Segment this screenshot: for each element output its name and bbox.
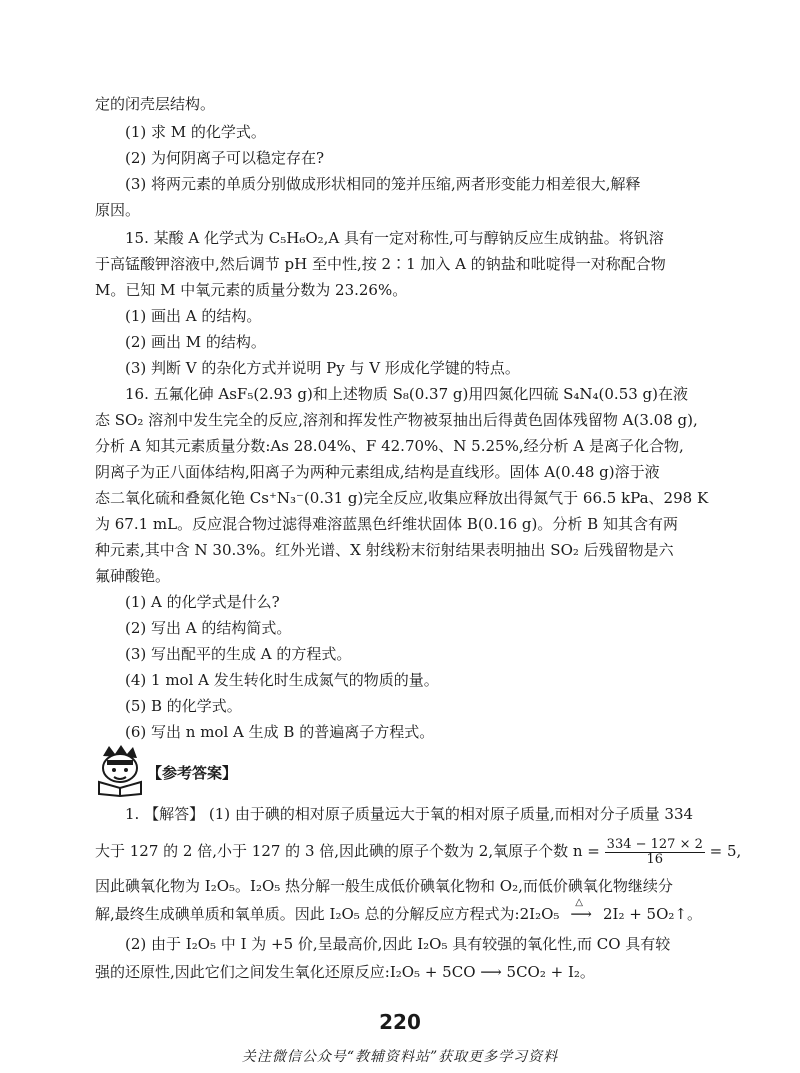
answer-line (95, 834, 742, 868)
question-item: (2) 写出 A 的结构简式。 (125, 619, 292, 637)
text-line: 态 SO₂ 溶剂中发生完全的反应,溶剂和挥发性产物被泵抽出后得黄色固体残留物 A(3.08 g), (95, 411, 698, 429)
text-line: 分析 A 知其元素质量分数:As 28.04%、F 42.70%、N 5.25%,经分析 A 是离子化合物, (95, 437, 684, 455)
question-item: (3) 将两元素的单质分别做成形状相同的笼并压缩,两者形变能力相差很大,解释 (125, 175, 641, 193)
heat-arrow: △ ⟶ (564, 904, 598, 924)
answer-line: 1. 【解答】 (1) 由于碘的相对原子质量远大于氧的相对原子质量,而相对分子质量 334 (125, 805, 694, 823)
answer-text: = 5, (709, 842, 742, 860)
text-line: 原因。 (95, 201, 141, 219)
text-line: 阴离子为正八面体结构,阳离子为两种元素组成,结构是直线形。固体 A(0.48 g)溶于液 (95, 463, 660, 481)
text-line: M。已知 M 中氧元素的质量分数为 23.26%。 (95, 281, 408, 299)
answer-line: 强的还原性,因此它们之间发生氧化还原反应:I₂O₅ + 5CO ⟶ 5CO₂ + I₂。 (95, 963, 595, 981)
text-line: 种元素,其中含 N 30.3%。红外光谱、X 射线粉末衍射结果表明抽出 SO₂ 后残留物是六 (95, 541, 674, 559)
footer-note: 关注微信公众号“教辅资料站”获取更多学习资料 (241, 1049, 559, 1065)
question-item: (1) 求 M 的化学式。 (125, 123, 266, 141)
question-item: (3) 判断 V 的杂化方式并说明 Py 与 V 形成化学键的特点。 (125, 359, 520, 377)
text-line: 态二氧化硫和叠氮化铯 Cs⁺N₃⁻(0.31 g)完全反应,收集应释放出得氮气于 66.5 kPa、298 K (95, 489, 709, 507)
question-item: (3) 写出配平的生成 A 的方程式。 (125, 645, 352, 663)
text-line: 为 67.1 mL。反应混合物过滤得难溶蓝黑色纤维状固体 B(0.16 g)。分析 B 知其含有两 (95, 515, 678, 533)
question-item: (2) 画出 M 的结构。 (125, 333, 266, 351)
question-item: (4) 1 mol A 发生转化时生成氮气的物质的量。 (125, 671, 439, 689)
answer-header-label: 【参考答案】 (147, 764, 238, 782)
answer-line: 因此碘氧化物为 I₂O₅。I₂O₅ 热分解一般生成低价碘氧化物和 O₂,而低价碘氧化物继续分 (95, 877, 673, 895)
cartoon-reader-icon (95, 744, 145, 796)
text-line: 定的闭壳层结构。 (95, 95, 216, 113)
question-item: (1) A 的化学式是什么? (125, 593, 280, 611)
answer-line: (2) 由于 I₂O₅ 中 I 为 +5 价,呈最高价,因此 I₂O₅ 具有较强的氧化性,而 CO 具有较 (125, 935, 671, 953)
fraction-numerator: 334 − 127 × 2 (606, 836, 703, 852)
heat-symbol-text: △ (575, 897, 583, 908)
question-15: 15. 某酸 A 化学式为 C₅H₆O₂,A 具有一定对称性,可与醇钠反应生成钠盐。将钒溶 (125, 229, 664, 247)
text-line: 于高锰酸钾溶液中,然后调节 pH 至中性,按 2∶1 加入 A 的钠盐和吡啶得一对称配合物 (95, 255, 666, 273)
answer-text: 解,最终生成碘单质和氧单质。因此 I₂O₅ 总的分解反应方程式为:2I₂O₅ (95, 905, 560, 923)
text-line: 氟砷酸铯。 (95, 567, 171, 585)
answer-text: 大于 127 的 2 倍,小于 127 的 3 倍,因此碘的原子个数为 2,氧原子个数 n = (95, 842, 600, 860)
fraction (605, 838, 705, 867)
fraction-denominator: 16 (646, 851, 664, 867)
question-item: (2) 为何阴离子可以稳定存在? (125, 149, 325, 167)
question-item: (5) B 的化学式。 (125, 697, 242, 715)
answer-section-header (95, 744, 355, 796)
page-number: 220 (379, 1010, 421, 1034)
answer-text: 2I₂ + 5O₂↑。 (602, 905, 702, 923)
question-item: (6) 写出 n mol A 生成 B 的普遍离子方程式。 (125, 723, 435, 741)
question-16: 16. 五氟化砷 AsF₅(2.93 g)和上述物质 S₈(0.37 g)用四氮化四硫 S₄N₄(0.53 g)在液 (125, 385, 689, 403)
question-item: (1) 画出 A 的结构。 (125, 307, 262, 325)
answer-line (95, 897, 715, 924)
